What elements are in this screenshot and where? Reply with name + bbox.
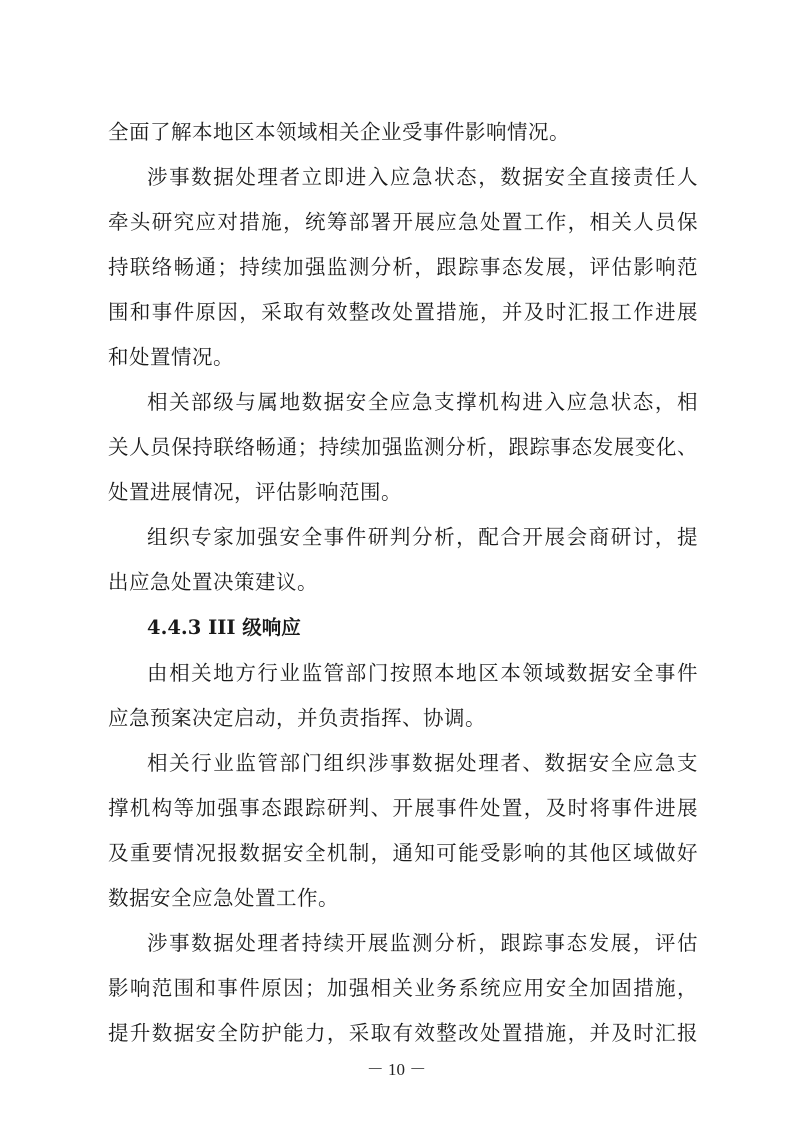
- body-line: 相关部级与属地数据安全应急支撑机构进入应急状态，相: [147, 390, 698, 414]
- body-line: 撑机构等加强事态跟踪研判、开展事件处置，及时将事件进展: [108, 796, 698, 820]
- body-line: 处置进展情况，评估影响范围。: [108, 480, 402, 504]
- body-line: 应急预案决定启动，并负责指挥、协调。: [108, 706, 486, 730]
- body-line: 相关行业监管部门组织涉事数据处理者、数据安全应急支: [147, 751, 698, 775]
- body-line: 涉事数据处理者立即进入应急状态，数据安全直接责任人: [147, 165, 698, 189]
- body-line: 影响范围和事件原因；加强相关业务系统应用安全加固措施，: [108, 976, 698, 1000]
- body-line: 和处置情况。: [108, 345, 234, 369]
- body-line: 涉事数据处理者持续开展监测分析，跟踪事态发展，评估: [147, 931, 698, 955]
- body-line: 由相关地方行业监管部门按照本地区本领域数据安全事件: [147, 661, 698, 685]
- body-line: 出应急处置决策建议。: [108, 570, 318, 594]
- body-line: 关人员保持联络畅通；持续加强监测分析，跟踪事态发展变化、: [108, 435, 698, 459]
- page-number: － 10 －: [366, 1060, 427, 1079]
- body-line: 牵头研究应对措施，统筹部署开展应急处置工作，相关人员保: [108, 210, 698, 234]
- body-line: 围和事件原因，采取有效整改处置措施，并及时汇报工作进展: [108, 300, 698, 324]
- section-heading: 4.4.3 III 级响应: [147, 616, 301, 639]
- body-line: 持联络畅通；持续加强监测分析，跟踪事态发展，评估影响范: [108, 255, 698, 279]
- body-line: 数据安全应急处置工作。: [108, 886, 339, 910]
- body-line: 及重要情况报数据安全机制，通知可能受影响的其他区域做好: [108, 841, 698, 865]
- body-line: 全面了解本地区本领域相关企业受事件影响情况。: [108, 120, 570, 144]
- body-line: 组织专家加强安全事件研判分析，配合开展会商研讨，提: [147, 525, 698, 549]
- body-line: 提升数据安全防护能力，采取有效整改处置措施，并及时汇报: [108, 1021, 698, 1045]
